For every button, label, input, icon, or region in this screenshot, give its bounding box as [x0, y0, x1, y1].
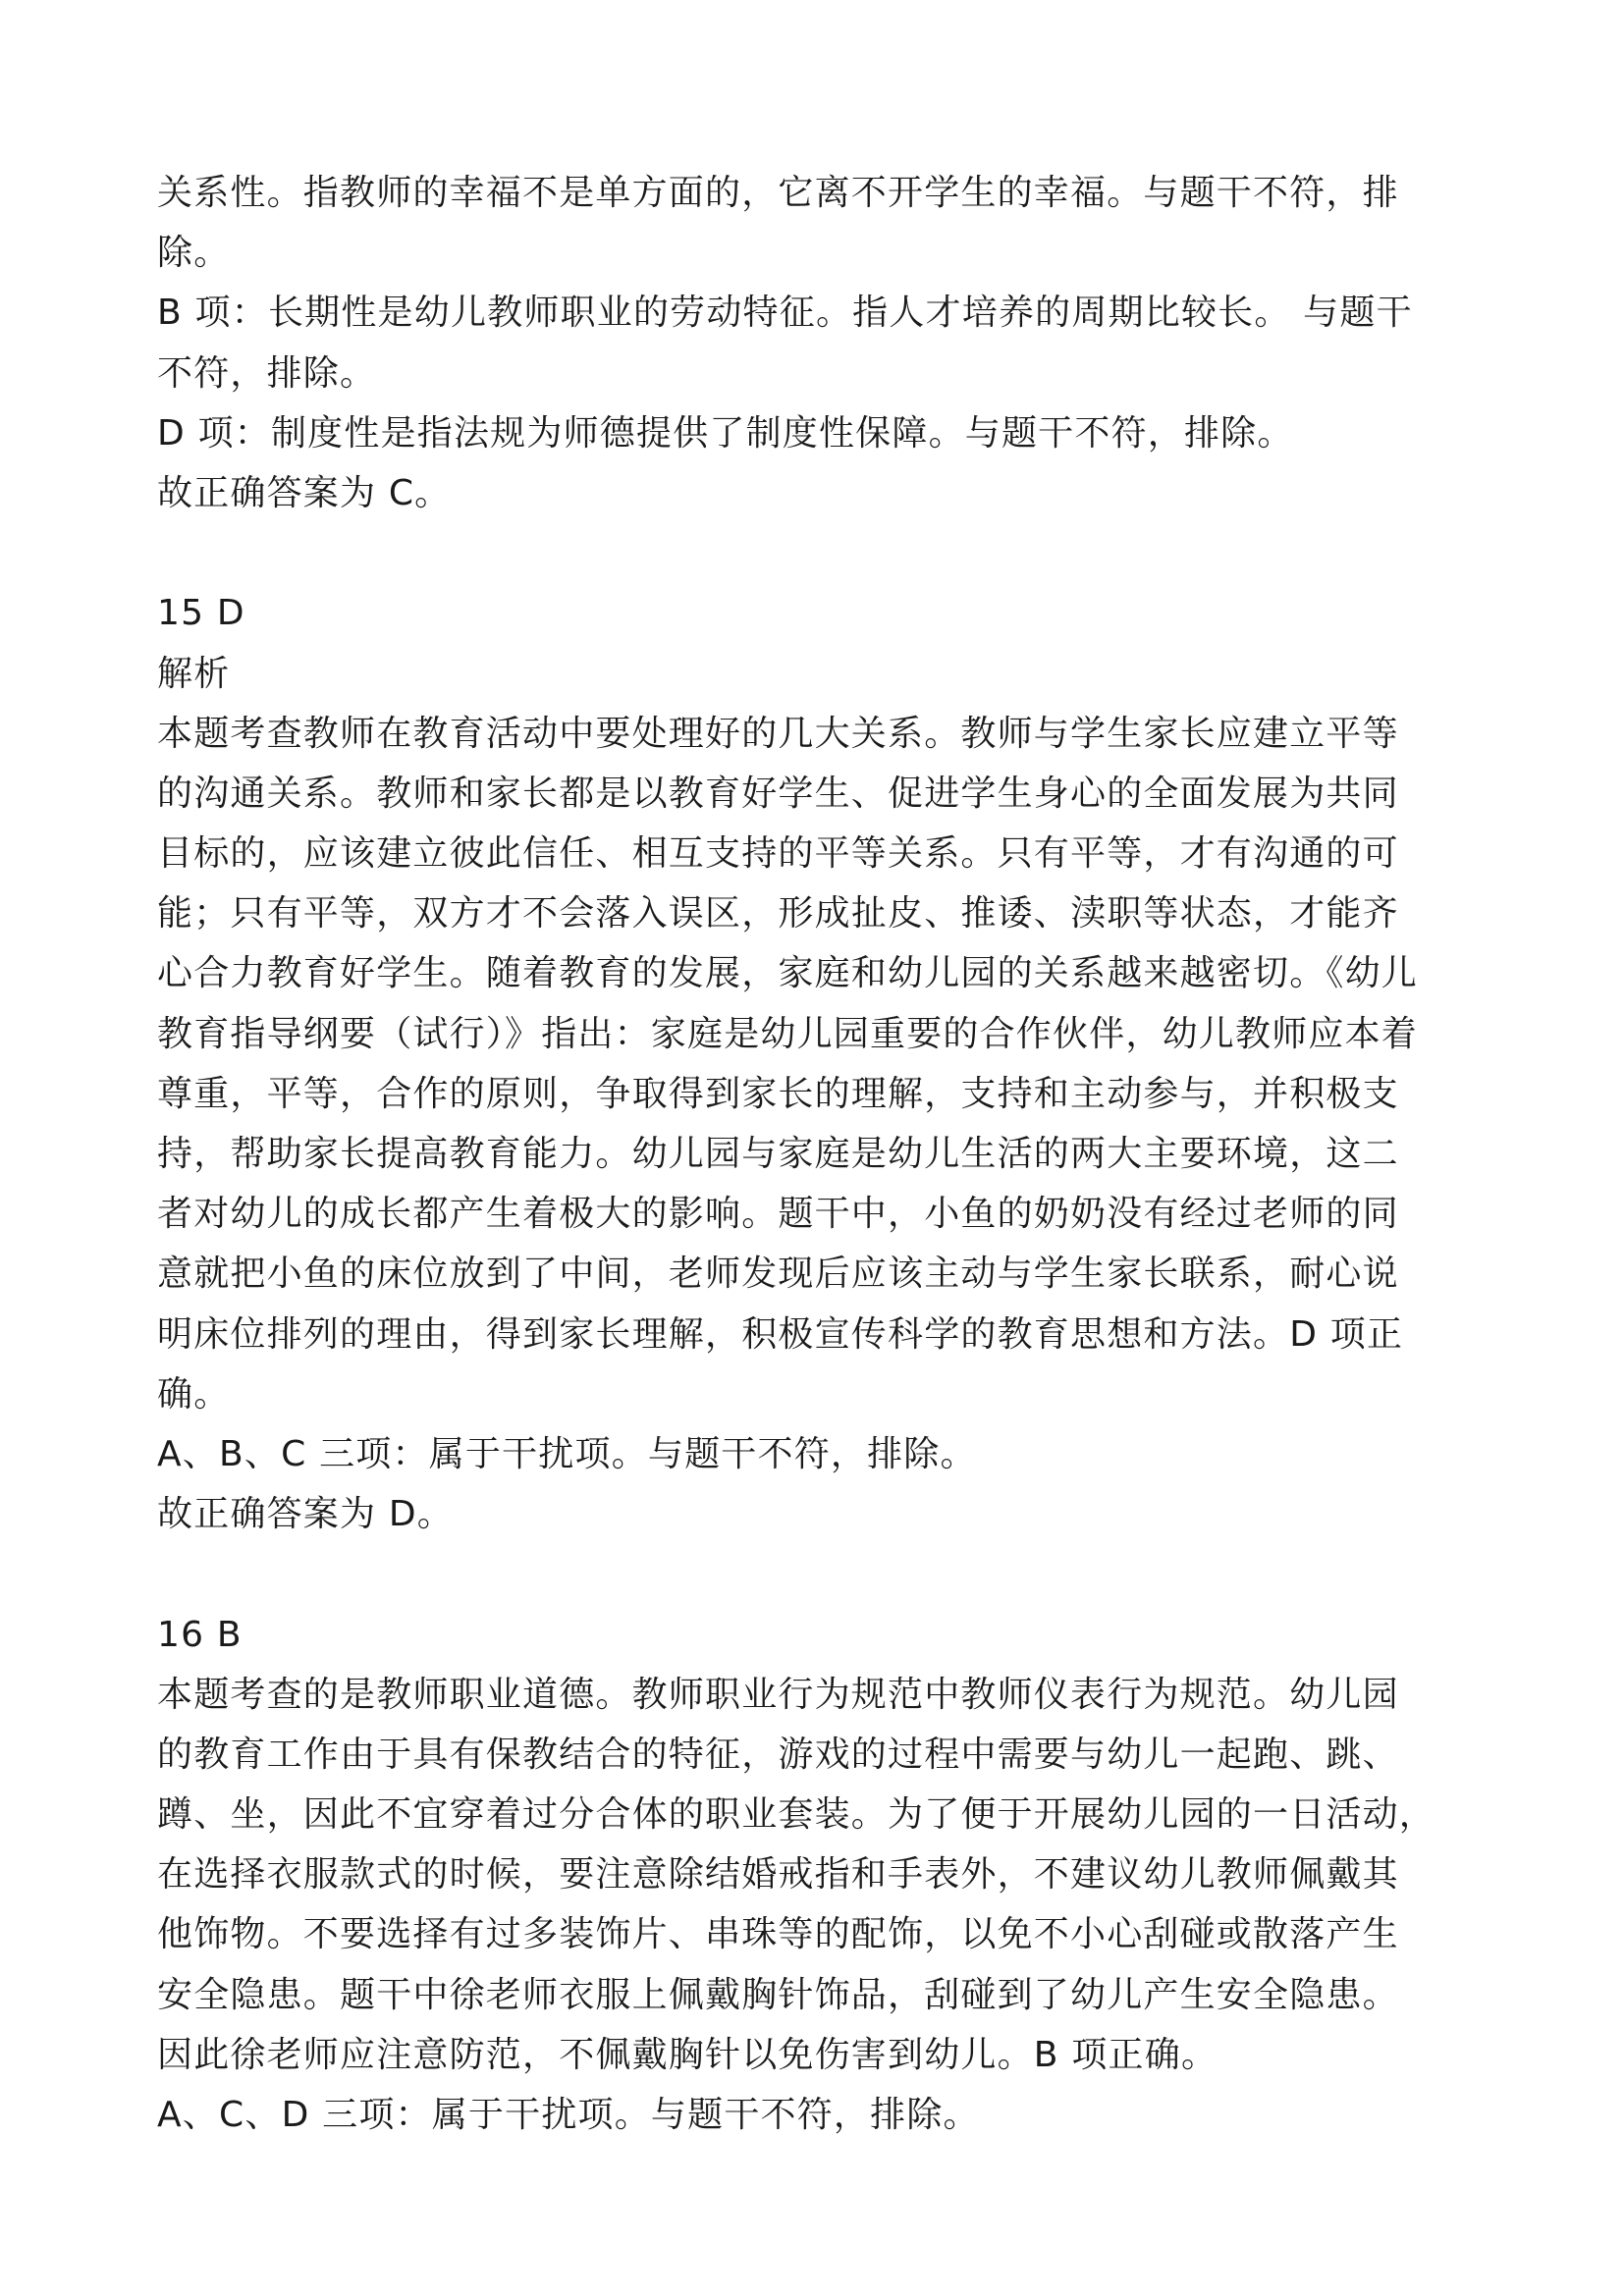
text-line: 除。 [157, 233, 231, 274]
blank-line [157, 1544, 1481, 1604]
text-line: A、B、C 三项：属于干扰项。与题干不符，排除。 [157, 1433, 977, 1474]
text-line: A、C、D 三项：属于干扰项。与题干不符，排除。 [157, 2095, 980, 2135]
text-line: 者对幼儿的成长都产生着极大的影响。题干中，小鱼的奶奶没有经过老师的同 [157, 1194, 1399, 1235]
document-page [157, 163, 1481, 2145]
text-line: 持，帮助家长提高教育能力。幼儿园与家庭是幼儿生活的两大主要环境，这二 [157, 1134, 1399, 1174]
text-line: 确。 [157, 1373, 231, 1415]
text-line: 安全隐患。题干中徐老师衣服上佩戴胸针饰品，刮碰到了幼儿产生安全隐患。 [157, 1974, 1399, 2015]
text-line: B 项：长期性是幼儿教师职业的劳动特征。指人才培养的周期比较长。 与题干 [157, 293, 1413, 334]
blank-line [157, 523, 1481, 583]
text-line: 蹲、坐，因此不宜穿着过分合体的职业套装。为了便于开展幼儿园的一日活动， [157, 1794, 1436, 1836]
analysis-label: 解析 [157, 653, 231, 694]
text-line: D 项：制度性是指法规为师德提供了制度性保障。与题干不符，排除。 [157, 412, 1294, 454]
text-line: 能；只有平等，双方才不会落入误区，形成扯皮、推诿、渎职等状态，才能齐 [157, 893, 1399, 934]
text-line: 本题考查教师在教育活动中要处理好的几大关系。教师与学生家长应建立平等 [157, 713, 1399, 754]
text-line: 教育指导纲要（试行）》指出：家庭是幼儿园重要的合作伙伴，幼儿教师应本着 [157, 1013, 1419, 1054]
question-heading: 15 D [157, 593, 245, 634]
answer-block-14-tail [157, 163, 1481, 523]
question-heading: 16 B [157, 1614, 243, 1655]
text-line: 他饰物。不要选择有过多装饰片、串珠等的配饰，以免不小心刮碰或散落产生 [157, 1914, 1399, 1955]
text-line: 因此徐老师应注意防范，不佩戴胸针以免伤害到幼儿。B 项正确。 [157, 2034, 1218, 2075]
text-line: 明床位排列的理由，得到家长理解，积极宣传科学的教育思想和方法。D 项正 [157, 1313, 1404, 1355]
text-line: 目标的，应该建立彼此信任、相互支持的平等关系。只有平等，才有沟通的可 [157, 833, 1399, 875]
text-line: 意就把小鱼的床位放到了中间，老师发现后应该主动与学生家长联系，耐心说 [157, 1254, 1399, 1295]
text-line: 在选择衣服款式的时候，要注意除结婚戒指和手表外，不建议幼儿教师佩戴其 [157, 1854, 1399, 1896]
text-line: 心合力教育好学生。随着教育的发展，家庭和幼儿园的关系越来越密切。《幼儿 [157, 953, 1419, 994]
text-line: 尊重，平等，合作的原则，争取得到家长的理解，支持和主动参与，并积极支 [157, 1073, 1399, 1114]
text-line: 故正确答案为 D。 [157, 1494, 454, 1535]
answer-block-15 [157, 583, 1481, 1544]
text-line: 的沟通关系。教师和家长都是以教育好学生、促进学生身心的全面发展为共同 [157, 773, 1399, 814]
text-line: 不符，排除。 [157, 352, 377, 394]
text-line: 本题考查的是教师职业道德。教师职业行为规范中教师仪表行为规范。幼儿园 [157, 1674, 1399, 1715]
text-line: 故正确答案为 C。 [157, 472, 452, 513]
answer-block-16 [157, 1605, 1481, 2146]
text-line: 关系性。指教师的幸福不是单方面的，它离不开学生的幸福。与题干不符，排 [157, 173, 1399, 213]
text-line: 的教育工作由于具有保教结合的特征，游戏的过程中需要与幼儿一起跑、跳、 [157, 1734, 1399, 1775]
